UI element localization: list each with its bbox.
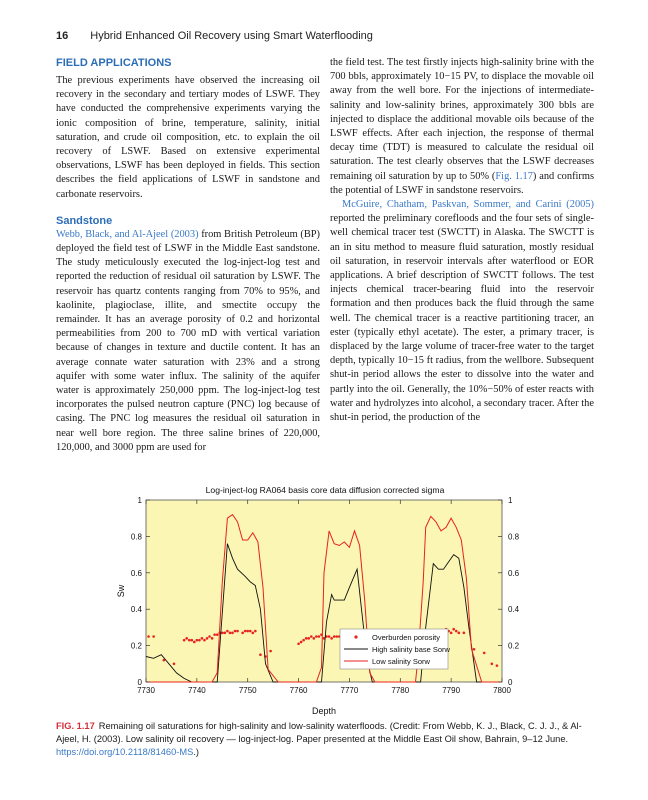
y-tick-label-right: 0.6	[508, 568, 520, 578]
running-head	[56, 30, 373, 42]
citation-link-mcguire[interactable]: McGuire, Chatham, Paskvan, Sommer, and Carini (2005)	[342, 199, 594, 211]
porosity-point	[211, 637, 214, 640]
figure-reference-link[interactable]: Fig. 1.17	[495, 170, 533, 182]
porosity-point	[185, 637, 188, 640]
porosity-point	[188, 639, 191, 642]
x-tick-label: 7740	[187, 686, 206, 695]
porosity-point	[335, 635, 338, 638]
y-tick-label-right: 0.2	[508, 641, 520, 651]
porosity-point	[300, 641, 303, 644]
y-tick-label-left: 0.6	[130, 568, 142, 578]
porosity-point	[152, 635, 155, 638]
porosity-point	[313, 637, 316, 640]
x-tick-label: 7790	[442, 686, 461, 695]
y-tick-label-left: 0.2	[130, 641, 142, 651]
porosity-point	[198, 639, 201, 642]
porosity-point	[305, 637, 308, 640]
subsection-heading: Sandstone	[56, 214, 113, 227]
porosity-point	[226, 630, 229, 633]
porosity-point	[201, 637, 204, 640]
porosity-point	[221, 632, 224, 635]
porosity-point	[452, 628, 455, 631]
porosity-point	[315, 635, 318, 638]
chart	[100, 478, 540, 718]
porosity-point	[208, 635, 211, 638]
legend-label-low-salinity: Low salinity Sorw	[372, 657, 430, 666]
porosity-point	[246, 630, 249, 633]
intro-paragraph: The previous experiments have observed the increasing oil recovery in the secondary and tertiary modes of LSWF. They have conducted the comprehensive experiments varying the ionic composition of brine, temperature, salinity, initial saturation, and crude oil composition, etc. to explain the oil recovery of LSWF. Based on extensive experimental observations, LSWF has been deployed in fields. This section describes the field applications of LSWF in sandstone and carbonate reservoirs.	[56, 75, 320, 200]
right-column	[330, 56, 594, 425]
porosity-point	[173, 663, 176, 666]
figure	[100, 478, 540, 718]
porosity-point	[483, 652, 486, 655]
porosity-point	[491, 663, 494, 666]
porosity-point	[328, 635, 331, 638]
x-tick-label: 7780	[391, 686, 410, 695]
porosity-point	[216, 633, 219, 636]
legend-porosity-marker	[354, 635, 357, 638]
porosity-point	[229, 632, 232, 635]
x-tick-label: 7750	[238, 686, 257, 695]
porosity-point	[297, 642, 300, 645]
mcguire-body: reported the preliminary corefloods and the four sets of single-well chemical tracer test (SWCTT) in Alaska. The SWCTT is an in situ method to measure fluid saturation, mostly residual oil saturation, in reservoir intervals after waterflood or EOR applications. A brief description of SWCTT follows. The test injects chemical tracer-bearing fluid into the reservoir formation and then produces back the fluid through the same well. The chemical tracer is a reactive partitioning tracer, an ester (typically ethyl acetate). The ester, a primary tracer, is displaced by the large volume of tracer-free water to the target depth, typically 10−15 ft radius, from the wellbore. Subsequent shut-in period allows the ester to dissolve into the water and partly into the oil. Generally, the 10%−50% of ester reacts with water and hydrolyzes into alcohol, a secondary tracer. After the shut-in period, the production of the	[330, 213, 594, 424]
y-tick-label-right: 0	[508, 678, 513, 687]
porosity-point	[310, 635, 313, 638]
porosity-point	[241, 632, 244, 635]
porosity-point	[302, 639, 305, 642]
porosity-point	[455, 630, 458, 633]
x-tick-label: 7730	[137, 686, 155, 695]
porosity-point	[259, 653, 262, 656]
porosity-point	[203, 639, 206, 642]
mcguire-paragraph	[330, 198, 594, 425]
porosity-point	[244, 630, 247, 633]
y-tick-label-right: 1	[508, 496, 513, 505]
doi-link[interactable]: https://doi.org/10.2118/81460-MS	[56, 747, 194, 757]
porosity-point	[269, 650, 272, 653]
y-tick-label-left: 1	[137, 496, 142, 505]
porosity-point	[234, 630, 237, 633]
porosity-point	[206, 637, 209, 640]
y-tick-label-right: 0.4	[508, 605, 520, 615]
porosity-point	[147, 635, 150, 638]
x-axis-label: Depth	[311, 706, 337, 716]
figure-caption	[56, 720, 592, 759]
figure-label: FIG. 1.17	[56, 721, 95, 731]
continued-text-a: the field test. The test firstly injects high-salinity brine with the 700 bbls, approximately 10−15 PV, to displace the movable oil away from the well bore. For the injections of intermediate-salinity and low-salinity brines, approximately 300 bbls are injected to displace the additional movable oils because of the LSWF effects. After each injection, the response of thermal decay time (TDT) is measured to calculate the residual oil saturation. The test clearly observes that the LSWF decreases remaining oil saturation by up to 50% (	[330, 57, 594, 182]
porosity-point	[213, 633, 216, 636]
y-tick-label-right: 0.8	[508, 532, 520, 542]
x-tick-label: 7800	[493, 686, 511, 695]
porosity-point	[236, 630, 239, 633]
porosity-point	[473, 648, 476, 651]
sandstone-paragraph	[56, 228, 320, 455]
citation-link-webb[interactable]: Webb, Black, and Al-Ajeel (2003)	[56, 228, 199, 240]
porosity-point	[249, 630, 252, 633]
caption-end: .)	[193, 747, 199, 757]
porosity-point	[224, 632, 227, 635]
y-axis-label: Sw	[116, 584, 126, 598]
continued-paragraph	[330, 56, 594, 198]
porosity-point	[330, 637, 333, 640]
legend	[340, 629, 451, 669]
porosity-point	[190, 639, 193, 642]
chart-title: Log-inject-log RA064 basis core data diffusion corrected sigma	[205, 485, 445, 495]
y-tick-label-left: 0	[137, 678, 142, 687]
x-tick-label: 7770	[340, 686, 359, 695]
continued-text-b: ) and confirms the potential of LSWF in sandstone reservoirs.	[330, 170, 595, 196]
porosity-point	[450, 632, 453, 635]
porosity-point	[196, 639, 199, 642]
y-tick-label-left: 0.8	[130, 532, 142, 542]
porosity-point	[183, 639, 186, 642]
porosity-point	[496, 664, 499, 667]
sandstone-body: from British Petroleum (BP) deployed the field test of LSWF in the Middle East sandstone. The study meticulously executed the log-inject-log test and reported the reduction of residual oil saturation by LSWF. The reservoir has quartz contents ranging from 70% to 95%, and kaolinite, plagioclase, illite, and smectite occupy the remainder. It has an average porosity of 0.2 and horizontal permeabilities from 200 to 700 mD with vertical variation because of changes in texture and ductile content. It has an average connate water saturation with 23% and a strong aquifer with some water influx. The salinity of the aquifer water is approximately 250,000 ppm. The log-inject-log test incorporates the pulsed neutron capture (PNC) log because of casing. The PNC log measures the residual oil saturation in near well bore region. The three saline brines of 220,000, 120,000, and 3000 ppm are used for	[56, 228, 320, 453]
porosity-point	[307, 637, 310, 640]
book-title: Hybrid Enhanced Oil Recovery using Smart Waterflooding	[90, 30, 373, 42]
page-number: 16	[56, 30, 69, 42]
legend-label-high-salinity: High salinity base Sorw	[372, 645, 450, 654]
porosity-point	[457, 632, 460, 635]
y-tick-label-left: 0.4	[130, 605, 142, 615]
porosity-point	[254, 630, 257, 633]
legend-label-porosity: Overburden porosity	[372, 633, 440, 642]
porosity-point	[252, 632, 255, 635]
porosity-point	[463, 632, 466, 635]
porosity-point	[193, 641, 196, 644]
left-column	[56, 56, 320, 455]
porosity-point	[333, 635, 336, 638]
porosity-point	[318, 635, 321, 638]
x-tick-label: 7760	[289, 686, 308, 695]
porosity-point	[231, 632, 234, 635]
section-heading: FIELD APPLICATIONS	[56, 57, 172, 69]
caption-text: Remaining oil saturations for high-salinity and low-salinity waterfloods. (Credit: From Webb, K. J., Black, C. J. J., & Al-Ajeel, H. (2003). Low salinity oil recovery — log-inject-log. Paper presented at the Middle East Oil show, Bahrain, 9–12 June.	[56, 721, 582, 744]
